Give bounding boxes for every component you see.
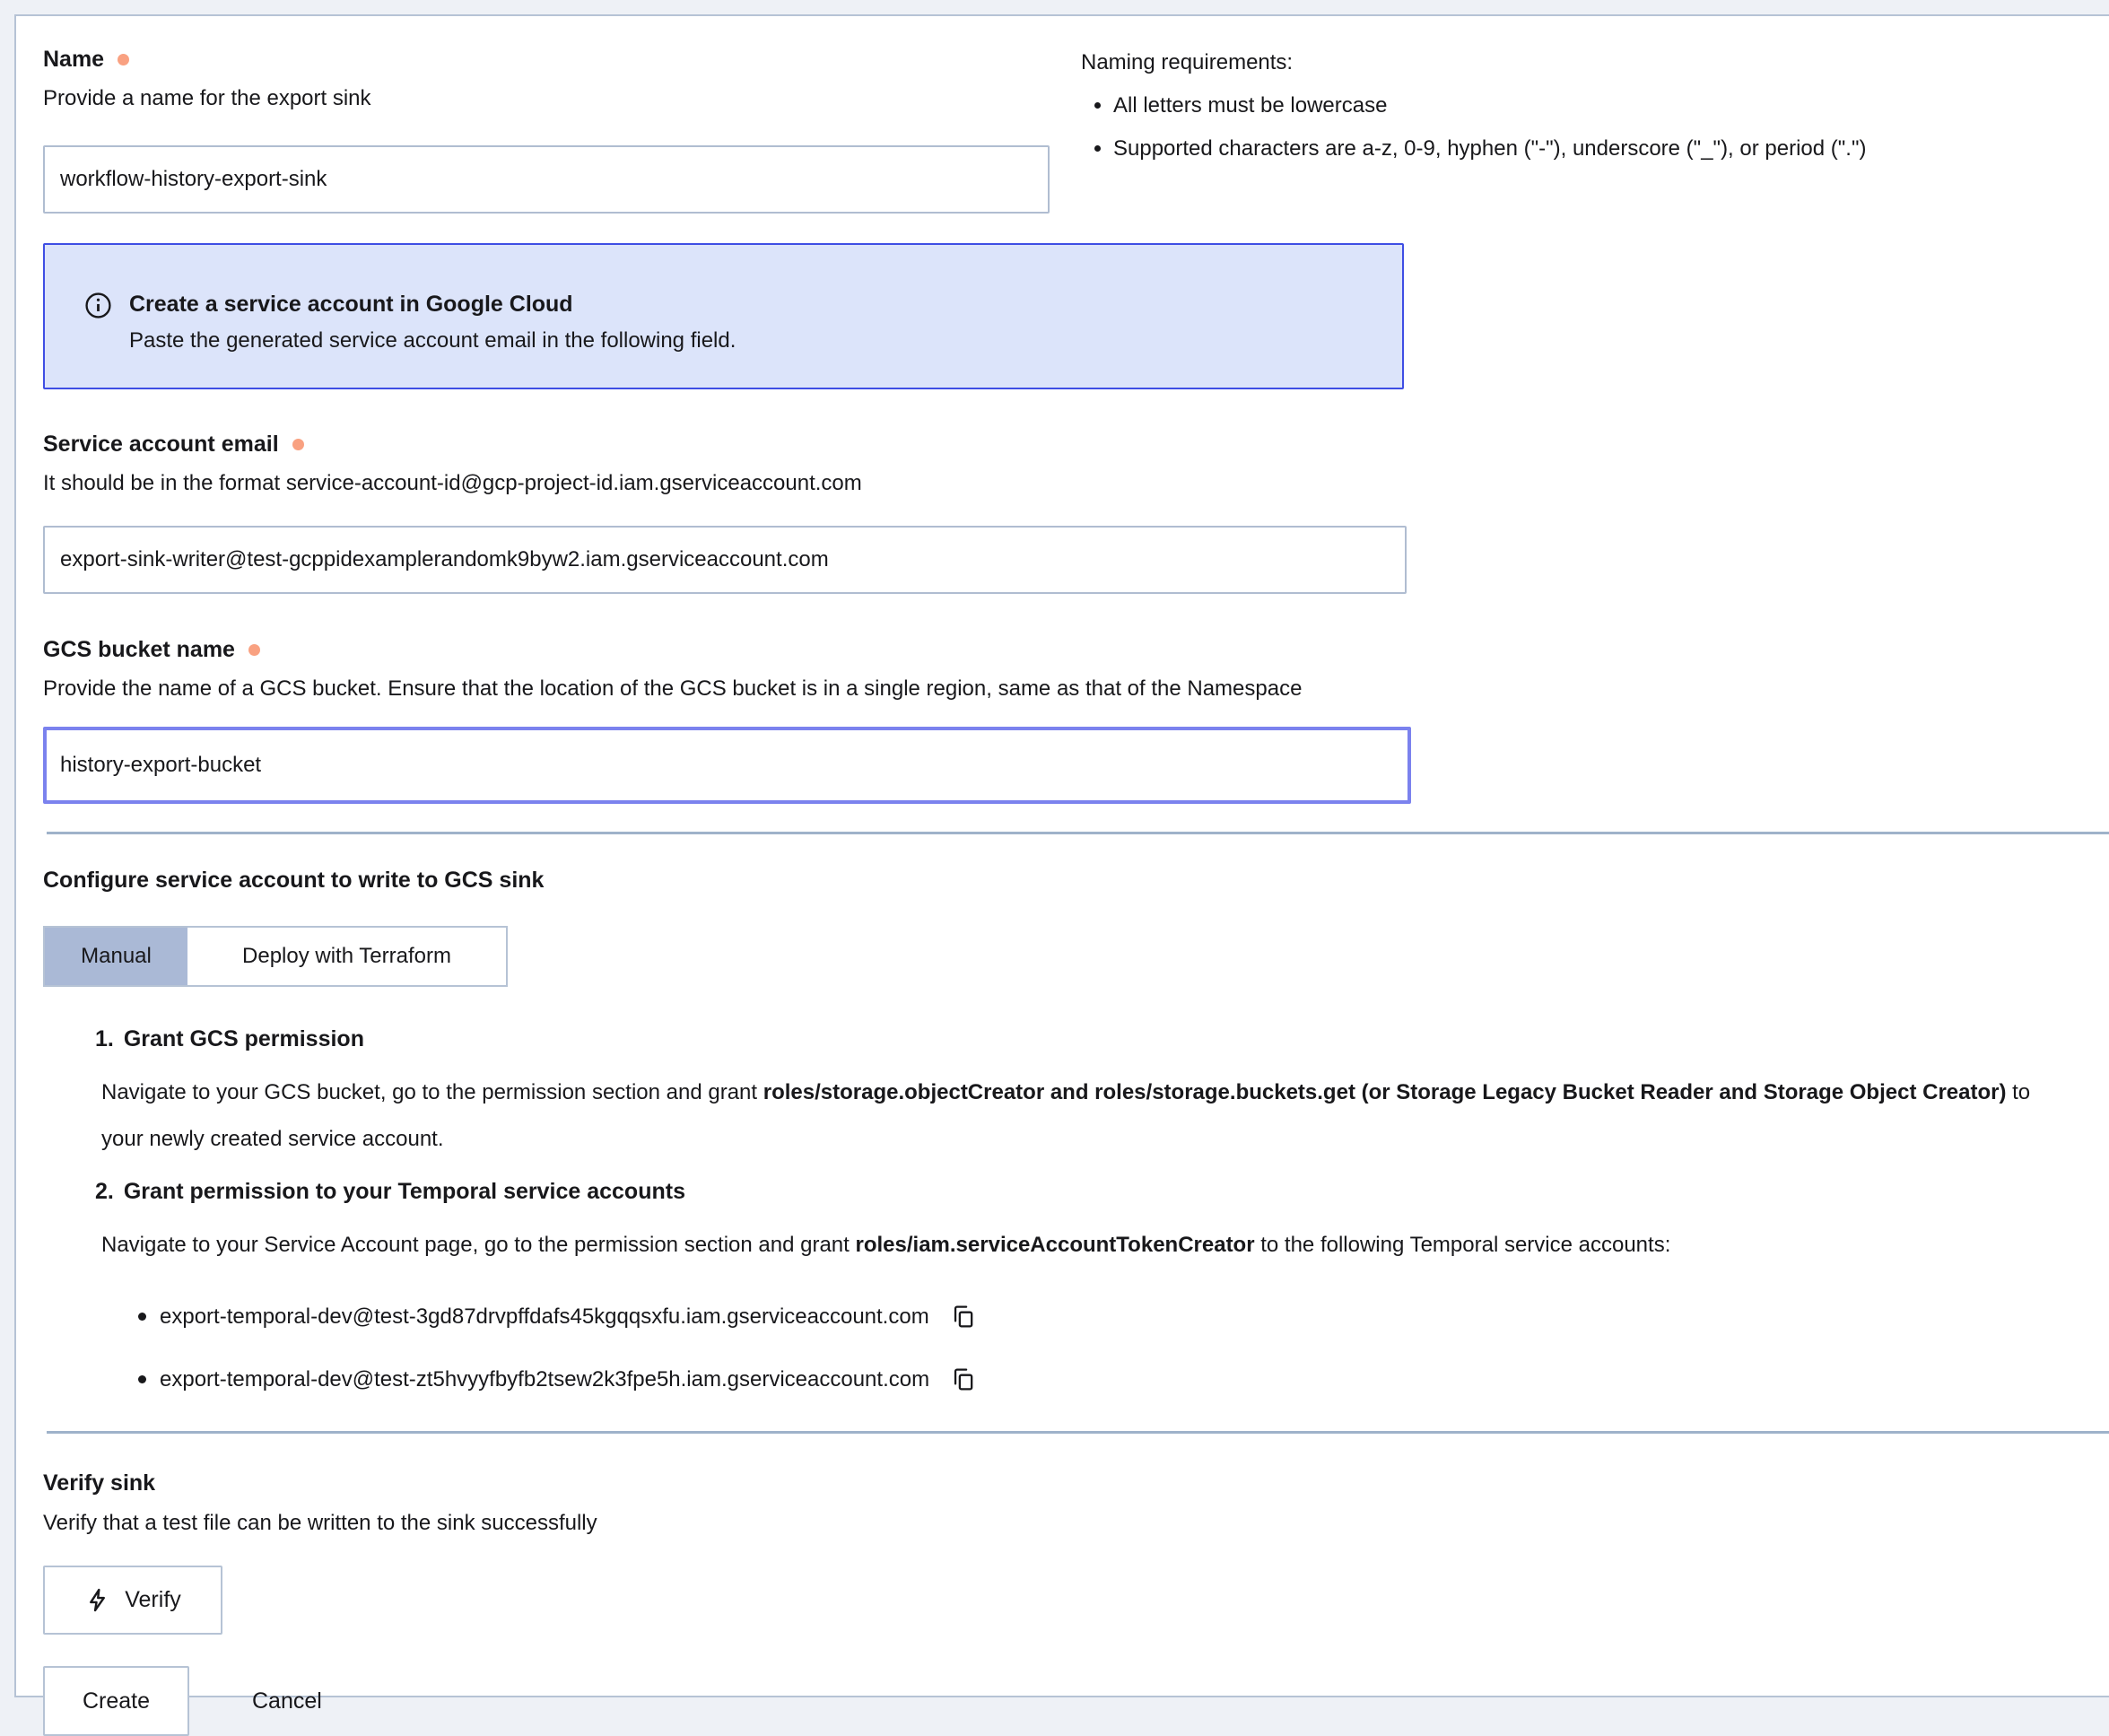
- step-grant-temporal-permission: [95, 1177, 2091, 1394]
- service-account-label: Service account email: [43, 432, 279, 457]
- service-account-field-group: [43, 430, 2091, 594]
- create-export-sink-card: [14, 14, 2109, 1714]
- step-body-bold: roles/iam.serviceAccountTokenCreator: [855, 1233, 1255, 1257]
- verify-button-label: Verify: [125, 1587, 181, 1612]
- temporal-service-account-email: export-temporal-dev@test-3gd87drvpffdafs45kgqqsxfu.iam.gserviceaccount.com: [160, 1304, 929, 1329]
- name-section: [43, 45, 2091, 214]
- cancel-button[interactable]: Cancel: [252, 1671, 322, 1732]
- bucket-description: Provide the name of a GCS bucket. Ensure that the location of the GCS bucket is in a single region, same as that of the Namespace: [43, 676, 1303, 701]
- naming-requirement-item: • Supported characters are a-z, 0-9, hyphen ("-"), underscore ("_"), or period ("."): [1113, 135, 2109, 163]
- step-body-bold: roles/storage.objectCreator and roles/storage.buckets.get (or Storage Legacy Bucket Reader and Storage Object Creator): [763, 1080, 2007, 1104]
- naming-requirement-item: • All letters must be lowercase: [1113, 92, 2109, 120]
- bucket-field-group: [43, 635, 2091, 804]
- required-dot: [118, 54, 129, 65]
- naming-requirements-title: Naming requirements:: [1081, 50, 1294, 74]
- step-body-text: Navigate to your Service Account page, go to the permission section and grant: [101, 1233, 856, 1257]
- tab-manual[interactable]: Manual: [45, 928, 187, 985]
- configure-section-title: Configure service account to write to GCS sink: [43, 868, 545, 893]
- naming-requirements-list: [1081, 92, 2109, 163]
- step-body-text: to the following Temporal service accounts:: [1254, 1233, 1671, 1257]
- temporal-service-account-row: [138, 1302, 2091, 1331]
- verify-sink-title: Verify sink: [43, 1470, 156, 1496]
- step-body-text: to your newly created service account.: [101, 1080, 2031, 1151]
- info-banner-title: Create a service account in Google Cloud: [129, 292, 573, 317]
- info-banner-body: Paste the generated service account email in the following field.: [129, 328, 736, 353]
- manual-steps: [95, 1025, 2091, 1394]
- step-title: Grant permission to your Temporal service accounts: [123, 1179, 685, 1204]
- step-body: [101, 1222, 2057, 1269]
- step-title-row: [95, 1025, 2091, 1053]
- form-actions: [43, 1666, 2091, 1736]
- temporal-service-account-row: [138, 1365, 2091, 1394]
- step-grant-gcs-permission: [95, 1025, 2091, 1163]
- section-divider: [47, 1431, 2109, 1434]
- name-description: Provide a name for the export sink: [43, 86, 371, 110]
- service-account-email-input[interactable]: [43, 526, 1407, 594]
- lightning-bolt-icon: [84, 1587, 110, 1613]
- configure-tab-group: [43, 926, 508, 987]
- naming-requirements: [1081, 48, 2109, 163]
- create-button[interactable]: Create: [43, 1666, 189, 1736]
- step-number: 2.: [95, 1179, 114, 1204]
- gcs-bucket-name-input[interactable]: [43, 727, 1411, 804]
- step-body: [101, 1069, 2057, 1163]
- temporal-service-account-email: export-temporal-dev@test-zt5hvyyfbyfb2tsew2k3fpe5h.iam.gserviceaccount.com: [160, 1366, 930, 1391]
- verify-button[interactable]: [43, 1566, 222, 1635]
- required-dot: [292, 439, 304, 450]
- bucket-label-row: [43, 635, 2091, 664]
- service-account-description: It should be in the format service-account-id@gcp-project-id.iam.gserviceaccount.com: [43, 471, 862, 495]
- bullet-icon: [138, 1313, 146, 1321]
- verify-sink-description: Verify that a test file can be written to the sink successfully: [43, 1511, 597, 1535]
- required-dot: [248, 644, 260, 656]
- copy-icon[interactable]: [948, 1302, 978, 1331]
- info-circle-icon: [84, 292, 112, 319]
- copy-icon[interactable]: [948, 1365, 978, 1394]
- bucket-label: GCS bucket name: [43, 637, 235, 662]
- tab-deploy-with-terraform[interactable]: Deploy with Terraform: [187, 928, 506, 985]
- section-divider: [47, 832, 2109, 834]
- step-title-row: [95, 1177, 2091, 1206]
- step-title: Grant GCS permission: [123, 1026, 364, 1051]
- info-banner: [43, 243, 1404, 389]
- name-input[interactable]: [43, 145, 1050, 214]
- step-number: 1.: [95, 1026, 114, 1051]
- info-banner-text: [129, 290, 736, 355]
- bullet-icon: [138, 1375, 146, 1383]
- name-label: Name: [43, 47, 105, 72]
- service-account-label-row: [43, 430, 2091, 458]
- step-body-text: Navigate to your GCS bucket, go to the permission section and grant: [101, 1080, 763, 1104]
